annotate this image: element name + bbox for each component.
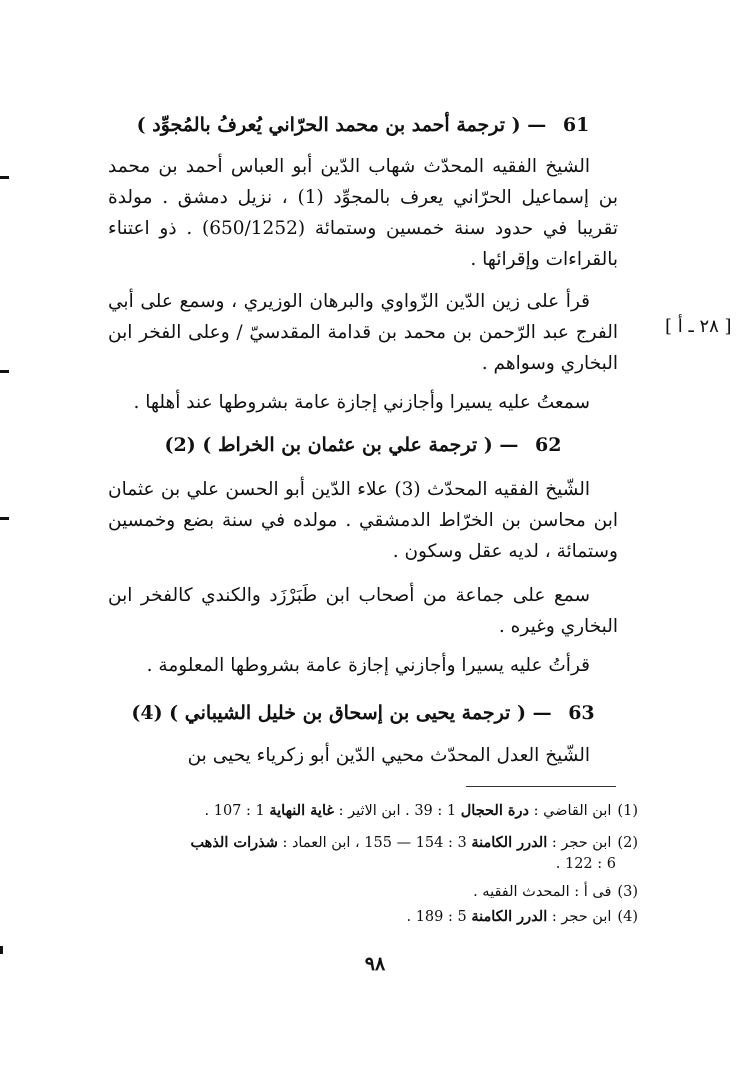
footnote-source-title: الدرر الكامنة bbox=[471, 908, 548, 925]
footnote-text: فى أ : المحدث الفقيه . bbox=[473, 884, 612, 900]
footnote-source-title: شذرات الذهب bbox=[190, 834, 278, 851]
footnote-number: (3) bbox=[617, 884, 638, 900]
footnote-text: ابن القاضي : bbox=[528, 803, 612, 819]
footnote-source-title: درة الحجال bbox=[460, 802, 529, 819]
entry-dash: — bbox=[532, 702, 552, 724]
entry-title: ( ترجمة يحيى بن إسحاق بن خليل الشيباني ) (4) bbox=[131, 702, 526, 724]
footnote-text: ابن حجر : bbox=[547, 835, 612, 851]
scan-edge-mark bbox=[0, 176, 9, 179]
paragraph: سمعتُ عليه يسيرا وأجازني إجازة عامة بشروطها عند أهلها . bbox=[133, 392, 590, 413]
footnote-2 bbox=[108, 832, 638, 875]
scan-edge-mark bbox=[0, 517, 9, 520]
scan-edge-mark bbox=[0, 946, 3, 954]
entry-heading-61 bbox=[108, 112, 618, 138]
footnote-text: ابن حجر : bbox=[547, 909, 612, 925]
footnote-source-title: غاية النهاية bbox=[269, 802, 334, 819]
footnote-text: 1 : 39 . ابن الاثير : bbox=[333, 803, 461, 819]
paragraph: قرأتُ عليه يسيرا وأجازني إجازة عامة بشروطها المعلومة . bbox=[146, 655, 590, 676]
footnote-divider bbox=[466, 786, 616, 787]
footnote-3 bbox=[108, 882, 638, 903]
entry-title: ( ترجمة أحمد بن محمد الحرّاني يُعرفُ بالمُجوِّد ) bbox=[136, 114, 521, 136]
entry-number: 63 bbox=[568, 702, 595, 724]
paragraph: سمع على جماعة من أصحاب ابن طَبَرْزَد والكندي كالفخر ابن البخاري وغيره . bbox=[108, 585, 618, 637]
paragraph: الشيخ الفقيه المحدّث شهاب الدّين أبو العباس أحمد بن محمد بن إسماعيل الحرّاني يعرف بالمجوِّد (1) ، نزيل دمشق . مولدة تقريبا في حدود سنة خمسين وستمائة (650/1252) . ذو اعتناء بالقراءات وإقرائها . bbox=[108, 156, 619, 270]
footnote-1 bbox=[108, 800, 638, 822]
scan-edge-mark bbox=[0, 370, 9, 373]
paragraph: الشّيخ الفقيه المحدّث (3) علاء الدّين أبو الحسن علي بن عثمان ابن محاسن بن الخرّاط الدمشقي . مولده في سنة بضع وخمسين وستمائة ، لديه عقل وسكون . bbox=[108, 479, 618, 562]
entry-number: 61 bbox=[562, 114, 590, 136]
footnote-continuation: 6 : 122 . bbox=[555, 856, 616, 872]
paragraph: قرأ على زين الدّين الزّواوي والبرهان الوزيري ، وسمع على أبي الفرج عبد الرّحمن بن محمد بن قدامة المقدسيّ / وعلى الفخر ابن البخاري وسواهم . bbox=[108, 291, 618, 374]
footnote-number: (4) bbox=[617, 909, 638, 925]
footnote-text: 3 : 154 — 155 ، ابن العماد : bbox=[277, 835, 472, 851]
footnote-number: (1) bbox=[617, 803, 638, 819]
footnote-source-title: الدرر الكامنة bbox=[471, 834, 548, 851]
paragraph: الشّيخ العدل المحدّث محيي الدّين أبو زكرياء يحيى بن bbox=[187, 745, 590, 766]
entry-heading-62 bbox=[108, 432, 618, 458]
footnote-text: 1 : 107 . bbox=[204, 803, 270, 819]
footnote-4 bbox=[108, 906, 638, 928]
page-number: ٩٨ bbox=[364, 953, 386, 975]
footnote-text: 5 : 189 . bbox=[406, 909, 472, 925]
entry-dash: — bbox=[499, 434, 519, 456]
entry-dash: — bbox=[527, 114, 547, 136]
entry-heading-63 bbox=[108, 700, 618, 726]
folio-margin-note: [ ٢٨ ـ أ ] bbox=[665, 316, 732, 337]
footnote-number: (2) bbox=[617, 835, 638, 851]
entry-number: 62 bbox=[535, 434, 562, 456]
entry-title: ( ترجمة علي بن عثمان بن الخراط ) (2) bbox=[164, 434, 493, 456]
